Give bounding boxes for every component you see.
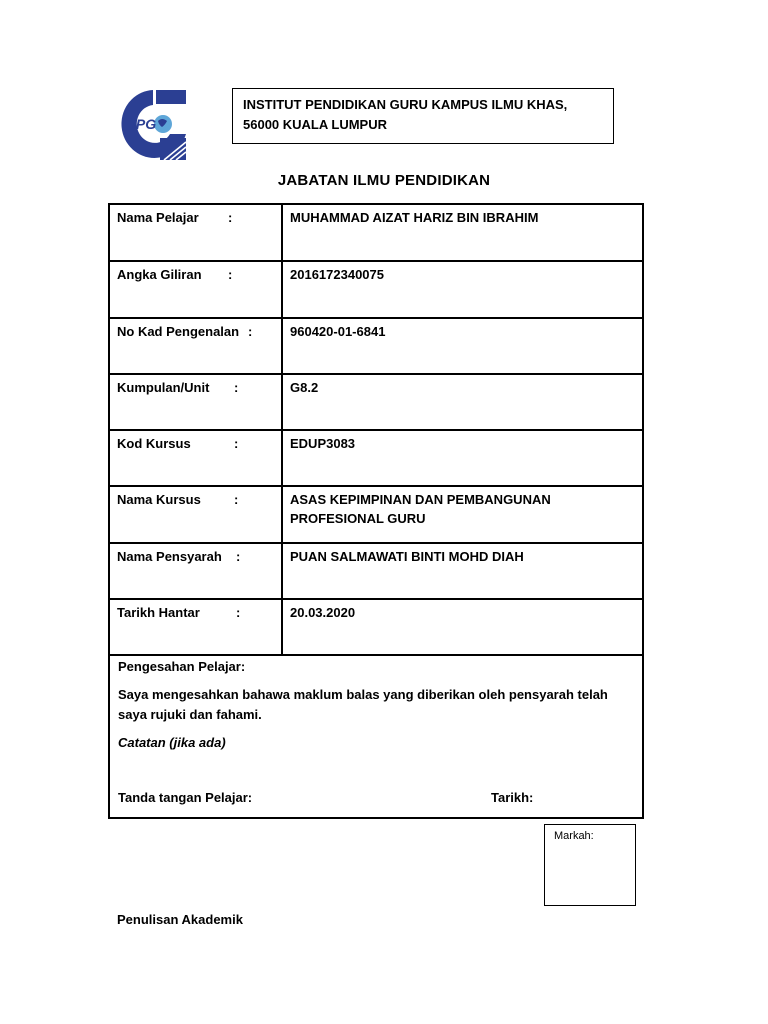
label-cell xyxy=(109,204,282,261)
field-colon: : xyxy=(234,492,239,507)
field-colon: : xyxy=(234,380,239,395)
confirmation-statement: Saya mengesahkan bahawa maklum balas yang diberikan oleh pensyarah telah saya rujuki dan fahami. xyxy=(118,687,608,722)
value-cell: 960420-01-6841 xyxy=(282,318,643,374)
field-label: Nama Kursus xyxy=(117,492,201,507)
markah-label: Markah: xyxy=(554,830,594,842)
field-colon: : xyxy=(236,549,241,564)
field-label: Nama Pensyarah xyxy=(117,549,222,564)
note-label: Catatan (jika ada) xyxy=(118,735,226,750)
field-colon: : xyxy=(236,605,241,620)
table-row xyxy=(109,543,643,599)
label-cell xyxy=(109,599,282,655)
value-cell: ASAS KEPIMPINAN DAN PEMBANGUNAN PROFESIONAL GURU xyxy=(282,486,643,543)
table-row xyxy=(109,430,643,486)
table-row xyxy=(109,486,643,543)
value-cell: MUHAMMAD AIZAT HARIZ BIN IBRAHIM xyxy=(282,204,643,261)
field-colon: : xyxy=(228,210,233,225)
label-cell xyxy=(109,486,282,543)
department-title: JABATAN ILMU PENDIDIKAN xyxy=(277,172,491,189)
label-cell xyxy=(109,261,282,318)
value-cell: PUAN SALMAWATI BINTI MOHD DIAH xyxy=(282,543,643,599)
institute-line-1: INSTITUT PENDIDIKAN GURU KAMPUS ILMU KHAS, xyxy=(243,97,568,112)
field-colon: : xyxy=(234,436,239,451)
ipg-logo xyxy=(118,86,188,162)
field-label: No Kad Pengenalan xyxy=(117,324,240,339)
label-cell xyxy=(109,374,282,430)
student-confirmation-section xyxy=(108,654,644,819)
field-label: Kumpulan/Unit xyxy=(117,380,210,395)
student-info-table xyxy=(108,203,644,656)
field-label: Kod Kursus xyxy=(117,436,191,451)
table-row xyxy=(109,261,643,318)
footer-title: Penulisan Akademik xyxy=(117,912,243,927)
value-cell: G8.2 xyxy=(282,374,643,430)
markah-box xyxy=(544,824,636,906)
value-cell: 2016172340075 xyxy=(282,261,643,318)
table-row xyxy=(109,318,643,374)
field-colon: : xyxy=(228,267,233,282)
date-label: Tarikh: xyxy=(491,790,534,805)
label-cell xyxy=(109,318,282,374)
value-cell: EDUP3083 xyxy=(282,430,643,486)
table-row xyxy=(109,374,643,430)
table-row xyxy=(109,599,643,655)
value-cell: 20.03.2020 xyxy=(282,599,643,655)
table-row xyxy=(109,204,643,261)
field-colon: : xyxy=(248,324,253,339)
institute-box xyxy=(232,88,614,144)
institute-line-2: 56000 KUALA LUMPUR xyxy=(243,117,387,132)
logo-text: iPG xyxy=(132,116,157,132)
label-cell xyxy=(109,543,282,599)
field-label: Tarikh Hantar xyxy=(117,605,200,620)
field-label: Angka Giliran xyxy=(117,267,202,282)
signature-label: Tanda tangan Pelajar: xyxy=(118,790,253,805)
label-cell xyxy=(109,430,282,486)
field-label: Nama Pelajar xyxy=(117,210,199,225)
confirmation-heading: Pengesahan Pelajar: xyxy=(118,659,246,674)
